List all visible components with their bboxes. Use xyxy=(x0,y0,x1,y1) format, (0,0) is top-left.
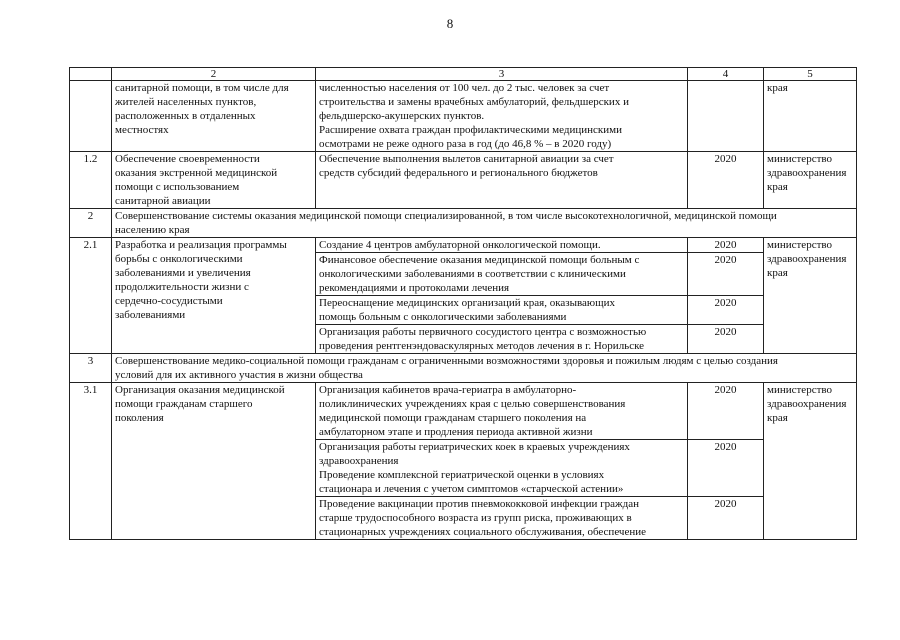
responsible-cell xyxy=(764,383,857,540)
section-row-3 xyxy=(70,354,857,383)
text-line: онкологическими заболеваниями в соответствии с клиническими xyxy=(319,268,626,280)
text-line: продолжительности жизни с xyxy=(115,281,249,293)
text-line: Переоснащение медицинских организаций края, оказывающих xyxy=(319,297,615,309)
header-col-1 xyxy=(70,68,112,81)
row-number: 3.1 xyxy=(70,383,112,540)
year-cell: 2020 xyxy=(688,238,764,253)
measure-name xyxy=(112,81,316,152)
text-line: министерство xyxy=(767,239,833,251)
table-header-row xyxy=(70,68,857,81)
text-line: фельдшерско-акушерских пунктов. xyxy=(319,110,485,122)
text-line: Организация работы гериатрических коек в краевых учреждениях xyxy=(319,441,630,453)
text-line: края xyxy=(767,181,788,193)
section-row-2 xyxy=(70,209,857,238)
text-line: поколения xyxy=(115,412,164,424)
year-cell: 2020 xyxy=(688,497,764,540)
measure-description xyxy=(316,497,688,540)
table-row-3-1 xyxy=(70,383,857,440)
text-line: населению края xyxy=(115,224,190,236)
text-line: помощи с использованием xyxy=(115,181,240,193)
section-number: 3 xyxy=(70,354,112,383)
measure-description xyxy=(316,383,688,440)
text-line: амбулаторном этапе и продления периода активной жизни xyxy=(319,426,593,438)
measure-description xyxy=(316,253,688,296)
text-line: Разработка и реализация программы xyxy=(115,239,287,251)
year-cell: 2020 xyxy=(688,325,764,354)
responsible-cell: края xyxy=(764,81,857,152)
measures-table xyxy=(69,67,857,540)
text-line: Создание 4 центров амбулаторной онкологической помощи. xyxy=(319,239,601,251)
measure-name xyxy=(112,152,316,209)
text-line: помощь больным с онкологическими заболеваниями xyxy=(319,311,567,323)
text-line: заболеваниями xyxy=(115,309,186,321)
year-cell: 2020 xyxy=(688,383,764,440)
text-line: санитарной помощи, в том числе для xyxy=(115,82,289,94)
text-line: края xyxy=(767,412,788,424)
header-col-3: 3 xyxy=(316,68,688,81)
text-line: медицинской помощи гражданам старшего поколения на xyxy=(319,412,587,424)
text-line: помощи гражданам старшего xyxy=(115,398,253,410)
text-line: здравоохранения xyxy=(767,398,847,410)
text-line: Проведение вакцинации против пневмококковой инфекции граждан xyxy=(319,498,639,510)
text-line: поликлинических учреждениях края с целью совершенствования xyxy=(319,398,626,410)
text-line: сердечно-сосудистыми xyxy=(115,295,223,307)
text-line: расположенных в отдаленных xyxy=(115,110,256,122)
text-line: рекомендациями и протоколами лечения xyxy=(319,282,510,294)
responsible-cell xyxy=(764,238,857,354)
text-line: министерство xyxy=(767,384,833,396)
text-line: Проведение комплексной гериатрической оценки в условиях xyxy=(319,469,605,481)
section-title xyxy=(112,354,857,383)
year-cell: 2020 xyxy=(688,253,764,296)
text-line: Организация оказания медицинской xyxy=(115,384,285,396)
text-line: Организация работы первичного сосудистого центра с возможностью xyxy=(319,326,647,338)
measure-description xyxy=(316,296,688,325)
section-title xyxy=(112,209,857,238)
text-line: средств субсидий федерального и регионального бюджетов xyxy=(319,167,598,179)
text-line: здравоохранения xyxy=(319,455,399,467)
text-line: местностях xyxy=(115,124,169,136)
text-line: жителей населенных пунктов, xyxy=(115,96,257,108)
text-line: Расширение охвата граждан профилактическими медицинскими xyxy=(319,124,622,136)
text-line: заболеваниями и увеличения xyxy=(115,267,251,279)
header-col-4: 4 xyxy=(688,68,764,81)
text-line: условий для их активного участия в жизни общества xyxy=(115,369,363,381)
text-line: Совершенствование системы оказания медицинской помощи специализированной, в том числе высокотехнологичной, медицинской помощи xyxy=(115,210,777,222)
text-line: борьбы с онкологическими xyxy=(115,253,243,265)
text-line: санитарной авиации xyxy=(115,195,211,207)
text-line: старше трудоспособного возраста из групп риска, проживающих в xyxy=(319,512,632,524)
text-line: здравоохранения xyxy=(767,253,847,265)
measure-description xyxy=(316,440,688,497)
measure-name xyxy=(112,238,316,354)
text-line: Обеспечение выполнения вылетов санитарной авиации за счет xyxy=(319,153,614,165)
text-line: оказания экстренной медицинской xyxy=(115,167,278,179)
year-cell: 2020 xyxy=(688,296,764,325)
year-cell: 2020 xyxy=(688,152,764,209)
measure-name xyxy=(112,383,316,540)
text-line: стационара и лечения с учетом симптомов «старческой астении» xyxy=(319,483,624,495)
section-number: 2 xyxy=(70,209,112,238)
text-line: численностью населения от 100 чел. до 2 тыс. человек за счет xyxy=(319,82,610,94)
text-line: строительства и замены врачебных амбулаторий, фельдшерских и xyxy=(319,96,629,108)
measure-description xyxy=(316,152,688,209)
table-row-2-1 xyxy=(70,238,857,253)
text-line: стационарных учреждениях социального обслуживания, обеспечение xyxy=(319,526,646,538)
table-row-1-2 xyxy=(70,152,857,209)
text-line: осмотрами не реже одного раза в год (до 46,8 % – в 2020 году) xyxy=(319,138,612,150)
text-line: Совершенствование медико-социальной помощи гражданам с ограниченными возможностями здоровья и пожилым людям с целью создания xyxy=(115,355,778,367)
row-number: 1.2 xyxy=(70,152,112,209)
measure-description xyxy=(316,325,688,354)
text-line: министерство xyxy=(767,153,833,165)
year-cell: 2020 xyxy=(688,440,764,497)
text-line: проведения рентгенэндоваскулярных методов лечения в г. Норильске xyxy=(319,340,645,352)
row-number: 2.1 xyxy=(70,238,112,354)
year-cell xyxy=(688,81,764,152)
page-number: 8 xyxy=(446,16,454,31)
text-line: Организация кабинетов врача-гериатра в амбулаторно- xyxy=(319,384,577,396)
text-line: здравоохранения xyxy=(767,167,847,179)
header-col-2: 2 xyxy=(112,68,316,81)
text-line: Обеспечение своевременности xyxy=(115,153,260,165)
responsible-cell xyxy=(764,152,857,209)
measure-description xyxy=(316,238,688,253)
table-row-continuation xyxy=(70,81,857,152)
header-col-5: 5 xyxy=(764,68,857,81)
text-line: края xyxy=(767,267,788,279)
row-number xyxy=(70,81,112,152)
text-line: Финансовое обеспечение оказания медицинской помощи больным с xyxy=(319,254,640,266)
measure-description xyxy=(316,81,688,152)
